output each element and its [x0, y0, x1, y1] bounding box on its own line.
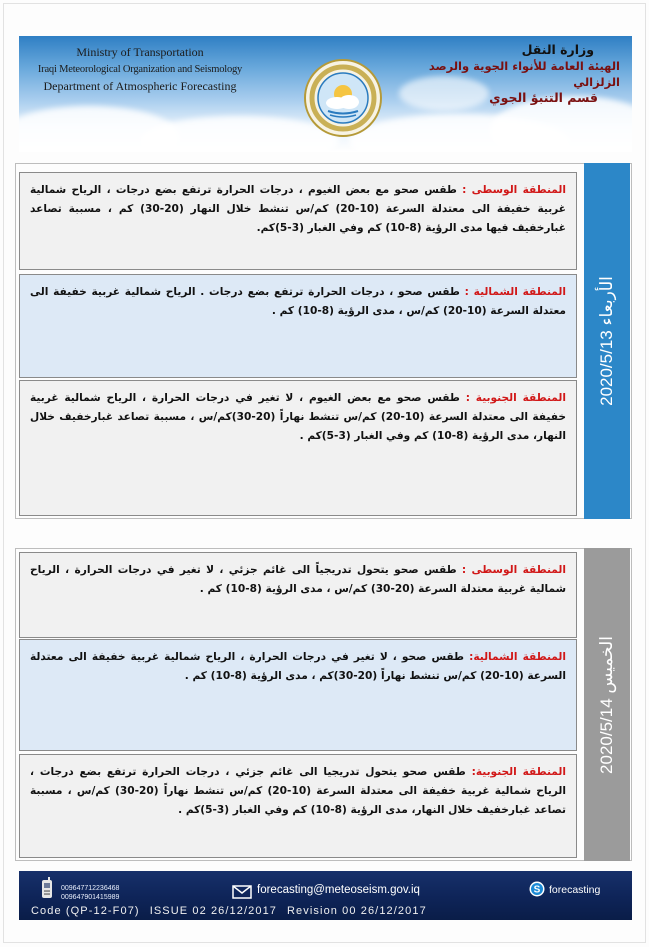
phone-numbers: [61, 884, 119, 902]
document-code: Code (QP-12-F07): [31, 905, 140, 917]
day-label-bar-1: [584, 163, 630, 519]
phone-number-2: 009647901415989: [61, 894, 120, 901]
header-english: [25, 44, 255, 95]
footer-bar: [19, 871, 632, 920]
forecast-text: طقس صحو مع بعض الغيوم ، درجات الحرارة ترتفع بضع درجات ، الرياح شمالية غربية خفيفة الى معتدلة السرعة (10-20) كم/س تنشط خلال النهار (20-30) كم ، مسببة تصاعد غبارخفيف فيها مدى الرؤية (8-10) كم وفي الغبار (3-5)كم.: [30, 184, 566, 234]
cloud-emblem-logo: [303, 58, 383, 138]
document-revision: Revision 00 26/12/2017: [287, 905, 427, 917]
forecast-north-day2: [19, 639, 577, 751]
document-code-line: [31, 905, 437, 917]
forecast-text: طقس صحو ، درجات الحرارة ترتفع بضع درجات . الرياح شمالية غربية خفيفة الى معتدلة السرعة (10-20) كم/س ، مدى الرؤية (8-10) كم .: [30, 286, 566, 317]
department-ar: قسم التنبؤ الجوي: [489, 90, 598, 105]
forecast-south-day2: [19, 754, 577, 858]
forecast-central-day2: [19, 552, 577, 638]
region-name: المنطقة الجنوبية :: [465, 392, 566, 404]
day-label-bar-2: [584, 548, 630, 861]
department-en: Department of Atmospheric Forecasting: [43, 79, 237, 93]
ministry-ar: وزارة النقل: [521, 42, 594, 57]
skype-name[interactable]: forecasting: [549, 884, 601, 896]
region-name: المنطقة الشمالية:: [469, 651, 566, 663]
forecast-south-day1: [19, 380, 577, 516]
organization-en: Iraqi Meteorological Organization and Seismology: [37, 64, 243, 75]
region-name: المنطقة الجنوبية:: [471, 766, 566, 778]
skype-icon: [529, 881, 545, 897]
forecast-text: طقس صحو ، لا تغير في درجات الحرارة ، الرياح شمالية غربية خفيفة الى معتدلة السرعة (10-20) كم/س تنشط نهاراً (20-30)كم ، مدى الرؤية (8-10) كم .: [30, 651, 566, 682]
forecast-text: طقس صحو يتحول تدريجيا الى غائم جزئي ، درجات الحرارة ترتفع بضع درجات ، الرياح شمالية غربية خفيفة الى معتدلة السرعة (10-20) كم/س تنشط نهاراً (20-30) كم/س ، مسببة تصاعد غبارخفيف خلال النهار، مدى الرؤية (8-10) كم وفي الغبار (3-5)كم .: [30, 766, 566, 816]
forecast-central-day1: [19, 172, 577, 270]
region-name: المنطقة الوسطى :: [462, 184, 566, 196]
svg-text:S: S: [533, 884, 541, 896]
day-label-2: الخميس 2020/5/14: [597, 635, 616, 774]
header-banner: [19, 36, 632, 152]
phone-number-1: 009647712236468: [61, 885, 120, 892]
forecast-text: طقس صحو يتحول تدريجياً الى غائم جزئي ، لا تغير في درجات الحرارة ، الرياح شمالية غربية معتدلة السرعة (20-30) كم/س ، مدى الرؤية (8-10) كم .: [30, 564, 566, 595]
mobile-phone-icon: [41, 877, 53, 899]
forecast-text: طقس صحو مع بعض الغيوم ، لا تغير في درجات الحرارة ، الرياح شمالية غربية خفيفة الى معتدلة السرعة (10-20) كم/س تنشط نهاراً (20-30)كم/س ، مسببة تصاعد غبارخفيف خلال النهار، مدى الرؤية (8-10) كم وفي الغبار (3-5)كم .: [30, 392, 566, 442]
region-name: المنطقة الشمالية :: [464, 286, 566, 298]
region-name: المنطقة الوسطى :: [461, 564, 566, 576]
organization-ar: الهيئة العامة للأنواء الجوية والرصد الزلزالي: [428, 59, 620, 89]
forecast-north-day1: [19, 274, 577, 378]
ministry-en: Ministry of Transportation: [76, 45, 204, 59]
day-label-1: الأربعاء 2020/5/13: [597, 276, 616, 406]
envelope-icon: [232, 885, 252, 899]
header-arabic: [390, 42, 620, 106]
document-issue: ISSUE 02 26/12/2017: [149, 905, 278, 917]
contact-email[interactable]: forecasting@meteoseism.gov.iq: [257, 884, 420, 896]
